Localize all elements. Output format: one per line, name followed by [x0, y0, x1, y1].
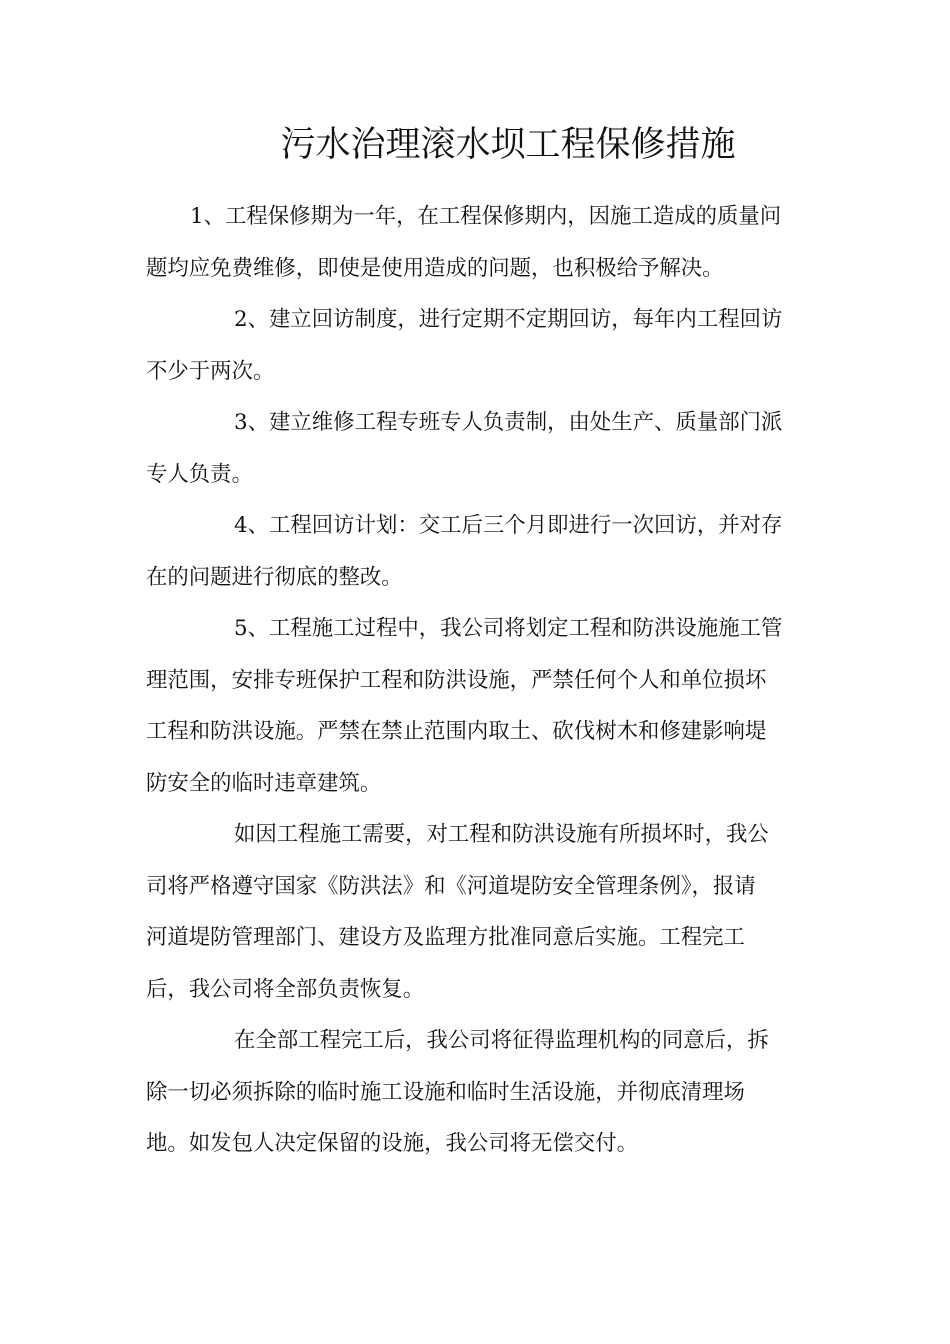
paragraph-line: 不少于两次。 [146, 358, 275, 384]
paragraph-line: 专人负责。 [146, 461, 253, 487]
paragraph-line: 除一切必须拆除的临时施工设施和临时生活设施，并彻底清理场 [146, 1079, 745, 1105]
paragraph-line: 在的问题进行彻底的整改。 [146, 564, 403, 590]
paragraph-3 [146, 397, 818, 500]
paragraph-2 [146, 294, 818, 397]
document-body [146, 191, 818, 1170]
paragraph-line: 河道堤防管理部门、建设方及监理方批准同意后实施。工程完工 [146, 925, 745, 950]
paragraph-line: 理范围，安排专班保护工程和防洪设施，严禁任何个人和单位损坏 [146, 667, 767, 693]
paragraph-line: 如因工程施工需要，对工程和防洪设施有所损坏时，我公 [234, 822, 769, 847]
paragraph-line: 地。如发包人决定保留的设施，我公司将无偿交付。 [146, 1131, 638, 1156]
paragraph-1 [146, 191, 818, 294]
paragraph-line: 工程和防洪设施。严禁在禁止范围内取土、砍伐树木和修建影响堤 [146, 719, 767, 744]
paragraph-line: 3、建立维修工程专班专人负责制，由处生产、质量部门派 [234, 410, 783, 435]
paragraph-line: 题均应免费维修，即使是使用造成的问题，也积极给予解决。 [146, 255, 724, 281]
paragraph-4 [146, 500, 818, 603]
paragraph-line: 防安全的临时违章建筑。 [146, 770, 382, 796]
paragraph-line: 1、工程保修期为一年，在工程保修期内，因施工造成的质量问 [190, 204, 782, 229]
paragraph-6 [146, 809, 818, 1015]
paragraph-5 [146, 603, 818, 809]
document-title: 污水治理滚水坝工程保修措施 [280, 125, 736, 165]
paragraph-line: 5、工程施工过程中，我公司将划定工程和防洪设施施工管 [234, 616, 783, 641]
paragraph-line: 司将严格遵守国家《防洪法》和《河道堤防安全管理条例》，报请 [146, 873, 756, 899]
paragraph-7 [146, 1015, 818, 1170]
paragraph-line: 在全部工程完工后，我公司将征得监理机构的同意后，拆 [234, 1028, 769, 1053]
paragraph-line: 2、建立回访制度，进行定期不定期回访，每年内工程回访 [234, 307, 783, 332]
paragraph-line: 4、工程回访计划：交工后三个月即进行一次回访，并对存 [234, 513, 783, 538]
paragraph-line: 后，我公司将全部负责恢复。 [146, 976, 425, 1002]
